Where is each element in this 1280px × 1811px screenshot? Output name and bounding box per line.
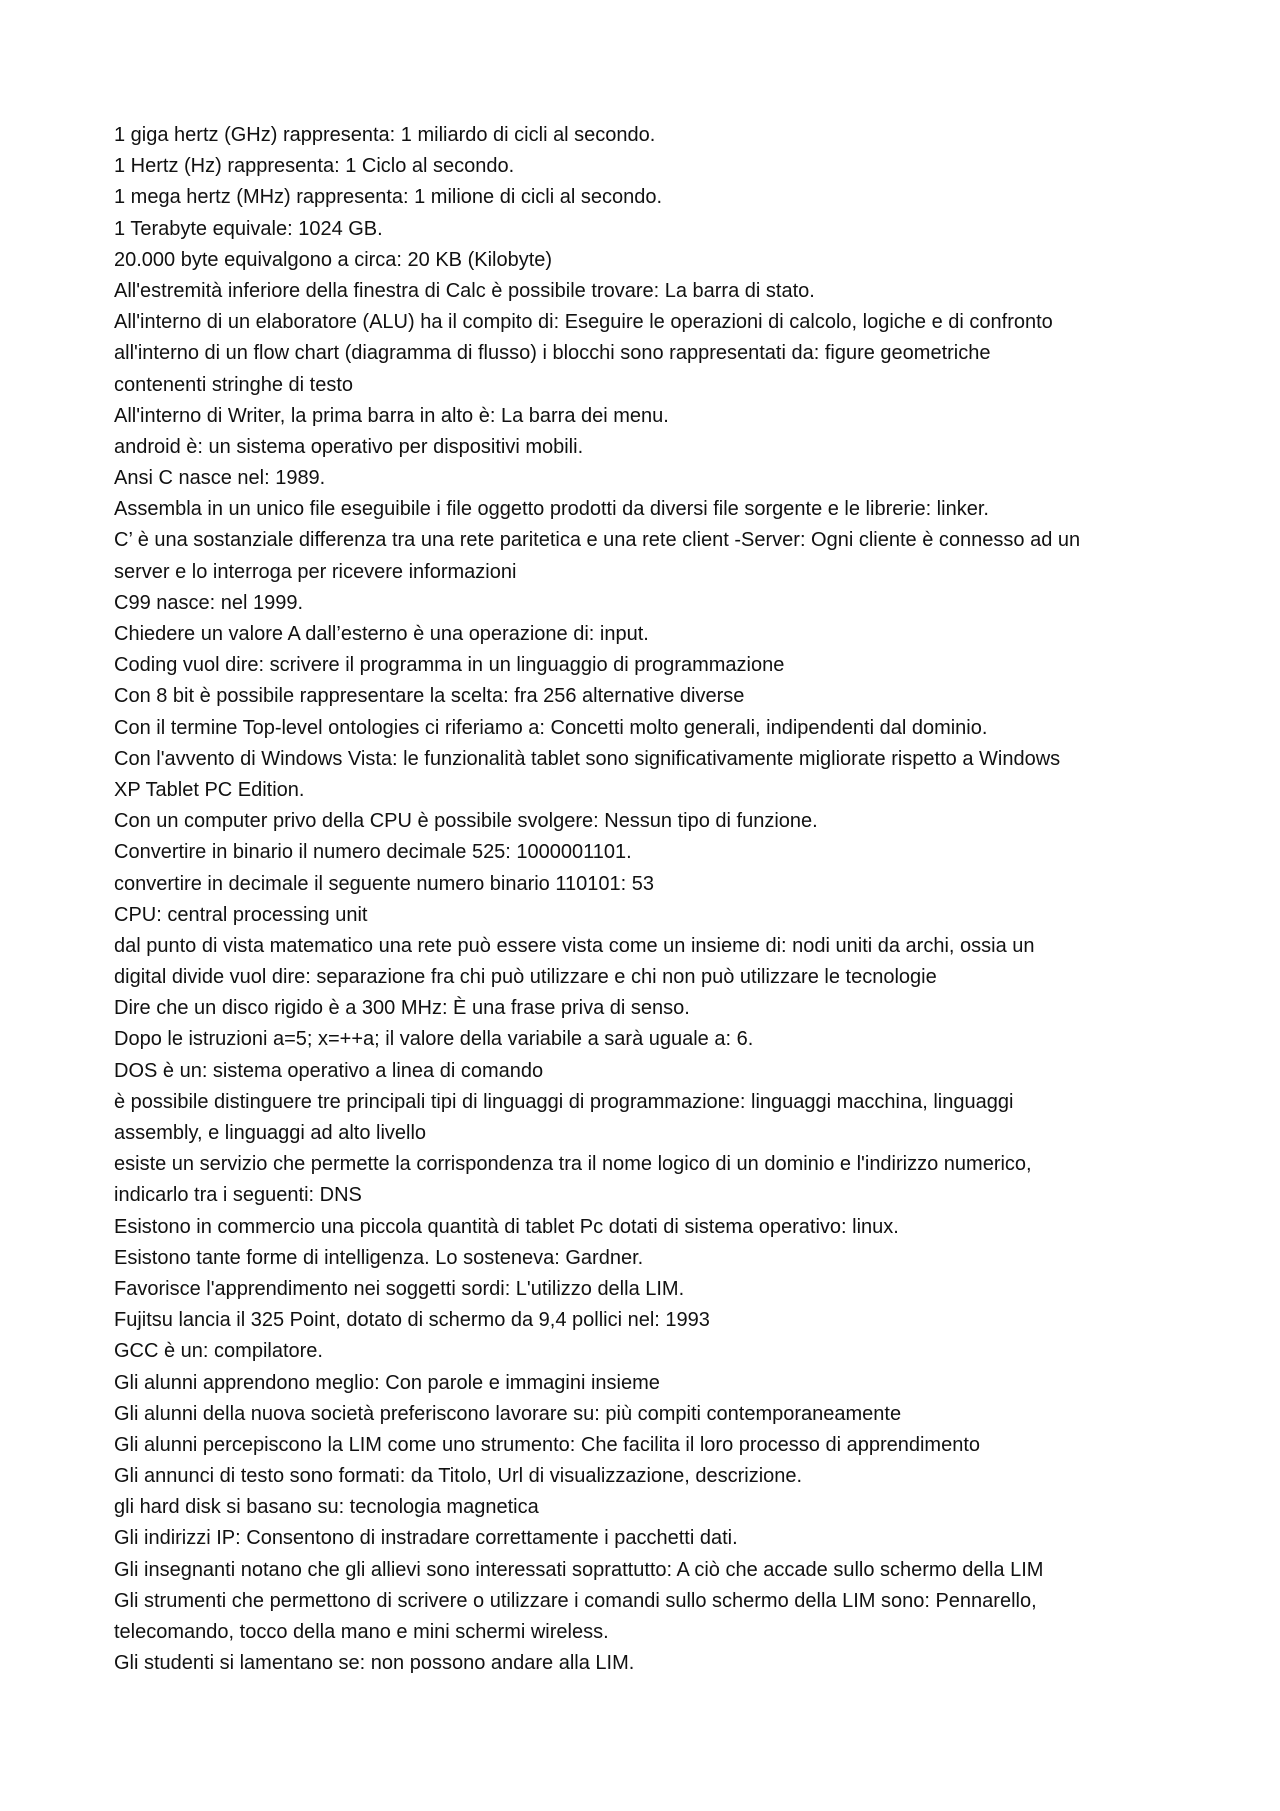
text-line: 1 giga hertz (GHz) rappresenta: 1 miliardo di cicli al secondo. xyxy=(114,124,656,146)
document-body xyxy=(114,120,1184,1679)
text-line: Dire che un disco rigido è a 300 MHz: È una frase priva di senso. xyxy=(114,997,690,1020)
text-line: C99 nasce: nel 1999. xyxy=(114,591,304,614)
text-line: 1 mega hertz (MHz) rappresenta: 1 milione di cicli al secondo. xyxy=(114,186,663,209)
text-line: C’ è una sostanziale differenza tra una rete paritetica e una rete client -Server: Ogni cliente è connesso ad un xyxy=(114,529,1081,552)
text-line: All'interno di Writer, la prima barra in alto è: La barra dei menu. xyxy=(114,404,669,427)
text-line: è possibile distinguere tre principali tipi di linguaggi di programmazione: linguaggi macchina, linguaggi xyxy=(114,1090,1014,1113)
text-line: android è: un sistema operativo per dispositivi mobili. xyxy=(114,435,584,458)
text-line: XP Tablet PC Edition. xyxy=(114,778,305,801)
text-line: DOS è un: sistema operativo a linea di comando xyxy=(114,1059,544,1082)
text-line: All'interno di un elaboratore (ALU) ha il compito di: Eseguire le operazioni di calcolo, logiche e di confronto xyxy=(114,311,1053,334)
text-line: 1 Terabyte equivale: 1024 GB. xyxy=(114,217,383,240)
text-line: Favorisce l'apprendimento nei soggetti sordi: L'utilizzo della LIM. xyxy=(114,1277,685,1300)
text-line: esiste un servizio che permette la corrispondenza tra il nome logico di un dominio e l'indirizzo numerico, xyxy=(114,1153,1032,1176)
text-line: GCC è un: compilatore. xyxy=(114,1340,323,1363)
text-line: Con un computer privo della CPU è possibile svolgere: Nessun tipo di funzione. xyxy=(114,810,818,833)
text-line: all'interno di un flow chart (diagramma di flusso) i blocchi sono rappresentati da: figure geometriche xyxy=(114,342,991,365)
text-line: Esistono tante forme di intelligenza. Lo sosteneva: Gardner. xyxy=(114,1246,644,1269)
text-line: server e lo interroga per ricevere informazioni xyxy=(114,560,517,583)
text-line: Con l'avvento di Windows Vista: le funzionalità tablet sono significativamente migliorate rispetto a Windows xyxy=(114,747,1061,770)
text-line: Gli studenti si lamentano se: non possono andare alla LIM. xyxy=(114,1652,635,1675)
text-line: Fujitsu lancia il 325 Point, dotato di schermo da 9,4 pollici nel: 1993 xyxy=(114,1309,710,1332)
text-line: Gli alunni apprendono meglio: Con parole e immagini insieme xyxy=(114,1371,660,1394)
text-line: Chiedere un valore A dall’esterno è una operazione di: input. xyxy=(114,623,649,645)
text-line: Gli indirizzi IP: Consentono di instradare correttamente i pacchetti dati. xyxy=(114,1527,738,1550)
text-line: convertire in decimale il seguente numero binario 110101: 53 xyxy=(114,872,654,895)
text-line: Convertire in binario il numero decimale 525: 1000001101. xyxy=(114,841,632,864)
text-line: Gli strumenti che permettono di scrivere o utilizzare i comandi sullo schermo della LIM sono: Pennarello, xyxy=(114,1589,1037,1612)
text-line: 20.000 byte equivalgono a circa: 20 KB (Kilobyte) xyxy=(114,248,553,271)
text-line: contenenti stringhe di testo xyxy=(114,373,354,396)
text-line: Con il termine Top-level ontologies ci riferiamo a: Concetti molto generali, indipendenti dal dominio. xyxy=(114,716,988,739)
text-line: telecomando, tocco della mano e mini schermi wireless. xyxy=(114,1621,609,1643)
text-line: Esistono in commercio una piccola quantità di tablet Pc dotati di sistema operativo: linux. xyxy=(114,1215,899,1238)
text-line: digital divide vuol dire: separazione fra chi può utilizzare e chi non può utilizzare le tecnologie xyxy=(114,966,937,989)
text-line: CPU: central processing unit xyxy=(114,903,368,926)
text-line: dal punto di vista matematico una rete può essere vista come un insieme di: nodi uniti da archi, ossia un xyxy=(114,934,1035,957)
text-line: Assembla in un unico file eseguibile i file oggetto prodotti da diversi file sorgente e le librerie: linker. xyxy=(114,498,989,521)
text-line: indicarlo tra i seguenti: DNS xyxy=(114,1184,362,1207)
text-line: Coding vuol dire: scrivere il programma in un linguaggio di programmazione xyxy=(114,654,785,677)
text-line: Dopo le istruzioni a=5; x=++a; il valore della variabile a sarà uguale a: 6. xyxy=(114,1028,754,1051)
text-line: All'estremità inferiore della finestra di Calc è possibile trovare: La barra di stato. xyxy=(114,279,815,302)
text-line: assembly, e linguaggi ad alto livello xyxy=(114,1122,427,1144)
text-line: gli hard disk si basano su: tecnologia magnetica xyxy=(114,1496,539,1519)
text-line: Ansi C nasce nel: 1989. xyxy=(114,467,326,490)
text-line: 1 Hertz (Hz) rappresenta: 1 Ciclo al secondo. xyxy=(114,155,515,178)
text-line: Gli insegnanti notano che gli allievi sono interessati soprattutto: A ciò che accade sullo schermo della LIM xyxy=(114,1558,1044,1581)
text-line: Gli alunni percepiscono la LIM come uno strumento: Che facilita il loro processo di apprendimento xyxy=(114,1433,981,1456)
text-line: Gli alunni della nuova società preferiscono lavorare su: più compiti contemporaneamente xyxy=(114,1402,902,1425)
text-line: Con 8 bit è possibile rappresentare la scelta: fra 256 alternative diverse xyxy=(114,685,745,708)
text-line: Gli annunci di testo sono formati: da Titolo, Url di visualizzazione, descrizione. xyxy=(114,1465,803,1488)
